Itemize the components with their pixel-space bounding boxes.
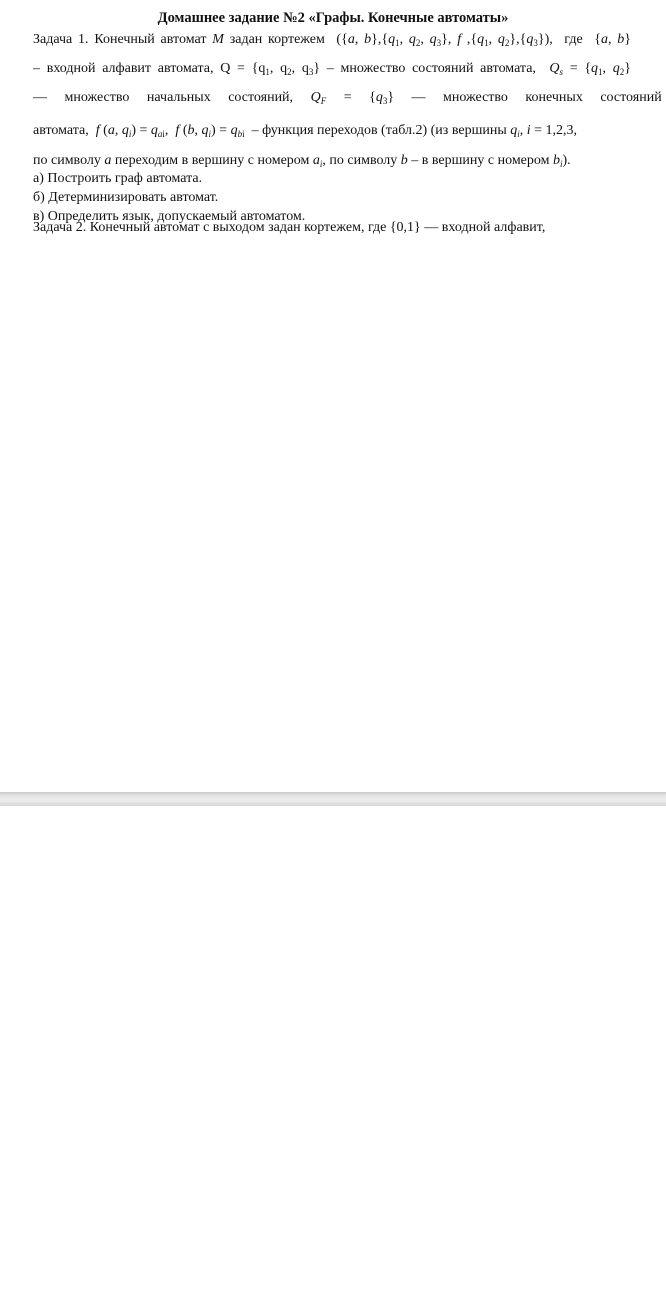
task1-item-b: б) Детерминизировать автомат.	[33, 190, 219, 205]
page-break-bar	[0, 792, 666, 806]
task1-line-3: — множество начальных состояний, $Q_F = \{q_3\}$ — множество конечных состояний	[33, 90, 662, 106]
page-2	[0, 806, 666, 1314]
task1-line-1: Задача 1. Конечный автомат M задан кортежем ({a, $b\},\{q_1$, $q_2$, $q_3$}, f $,\{q_1$, $q_2\},\{q_3\}$), где {a, b}	[33, 32, 632, 48]
task2-line-1: Задача 2. Конечный автомат с выходом задан кортежем, где {0,1} — входной алфавит,	[33, 220, 546, 235]
task1-line-4: автомата, f (a, $q_i) = q_{ai}$, f (b, $q_i) = q_{bi}$ – функция переходов (табл.2) (из вершины $q_i$, i = 1,2,3,	[33, 123, 578, 139]
task1-item-a: а) Построить граф автомата.	[33, 171, 203, 186]
task1-line-5: по символу a переходим в вершину с номером $a_i$, по символу b – в вершину с номером $b_i$).	[33, 153, 571, 169]
document-title: Домашнее задание №2 «Графы. Конечные автоматы»	[157, 10, 509, 26]
task1-line-2: – входной алфавит автомата, $Q = \{q_1$, $q_2$, $q_3$} – множество состояний автомата, $Q_s = \{q_1$, $q_2$}	[33, 61, 631, 77]
task1-item-c: в) Определить язык, допускаемый автоматом.	[33, 209, 306, 224]
